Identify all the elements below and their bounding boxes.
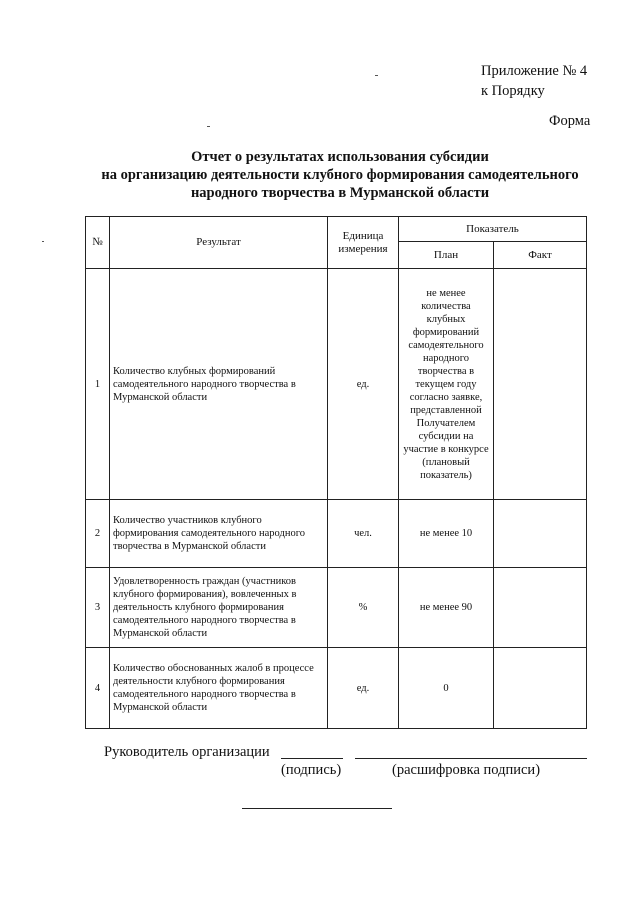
report-table bbox=[85, 216, 587, 729]
header-plan: План bbox=[399, 242, 494, 269]
row-number: 2 bbox=[86, 500, 110, 568]
scan-speck bbox=[375, 75, 378, 76]
title-line-2: на организацию деятельности клубного формирования самодеятельного bbox=[101, 167, 579, 183]
title-line-1: Отчет о результатах использования субсидии bbox=[191, 149, 489, 165]
scan-speck bbox=[207, 126, 210, 127]
signature-label: Руководитель организации bbox=[104, 744, 270, 760]
table-row bbox=[86, 648, 587, 729]
row-unit: % bbox=[328, 568, 399, 648]
signature-decode-caption: (расшифровка подписи) bbox=[392, 762, 541, 778]
header-unit: Единица измерения bbox=[328, 217, 399, 269]
row-plan: не менее 90 bbox=[399, 568, 494, 648]
scan-speck bbox=[42, 241, 44, 242]
row-result: Количество участников клубного формирования самодеятельного народного творчества в Мурманской области bbox=[110, 500, 328, 568]
row-fact bbox=[494, 568, 587, 648]
signature-line bbox=[281, 758, 343, 759]
table-header-row bbox=[86, 217, 587, 242]
row-fact bbox=[494, 500, 587, 568]
row-unit: чел. bbox=[328, 500, 399, 568]
annex-reference bbox=[481, 61, 587, 101]
row-number: 3 bbox=[86, 568, 110, 648]
row-number: 4 bbox=[86, 648, 110, 729]
annex-order: к Порядку bbox=[481, 83, 545, 99]
signature-decode-line bbox=[355, 758, 587, 759]
table-row bbox=[86, 269, 587, 500]
header-fact: Факт bbox=[494, 242, 587, 269]
row-unit: ед. bbox=[328, 269, 399, 500]
header-number: № bbox=[86, 217, 110, 269]
row-number: 1 bbox=[86, 269, 110, 500]
row-fact bbox=[494, 648, 587, 729]
row-result: Удовлетворенность граждан (участников клубного формирования), вовлеченных в деятельность клубного формирования самодеятельного народного творчества в Мурманской области bbox=[110, 568, 328, 648]
document-title bbox=[60, 148, 620, 202]
row-result: Количество клубных формирований самодеятельного народного творчества в Мурманской области bbox=[110, 269, 328, 500]
bottom-line bbox=[242, 808, 392, 809]
row-plan: не менее 10 bbox=[399, 500, 494, 568]
signature-caption: (подпись) bbox=[281, 762, 342, 778]
table-row bbox=[86, 500, 587, 568]
header-indicator: Показатель bbox=[399, 217, 587, 242]
form-label: Форма bbox=[549, 113, 591, 129]
title-line-3: народного творчества в Мурманской области bbox=[190, 185, 490, 201]
row-unit: ед. bbox=[328, 648, 399, 729]
row-plan: 0 bbox=[399, 648, 494, 729]
annex-number: Приложение № 4 bbox=[481, 63, 588, 79]
row-result: Количество обоснованных жалоб в процессе деятельности клубного формирования самодеятельного народного творчества в Мурманской области bbox=[110, 648, 328, 729]
row-plan: не менее количества клубных формирований самодеятельного народного творчества в текущем году согласно заявке, представленной Получателем субсидии на участие в конкурсе (плановый показатель) bbox=[399, 269, 494, 500]
header-result: Результат bbox=[110, 217, 328, 269]
table-row bbox=[86, 568, 587, 648]
row-fact bbox=[494, 269, 587, 500]
